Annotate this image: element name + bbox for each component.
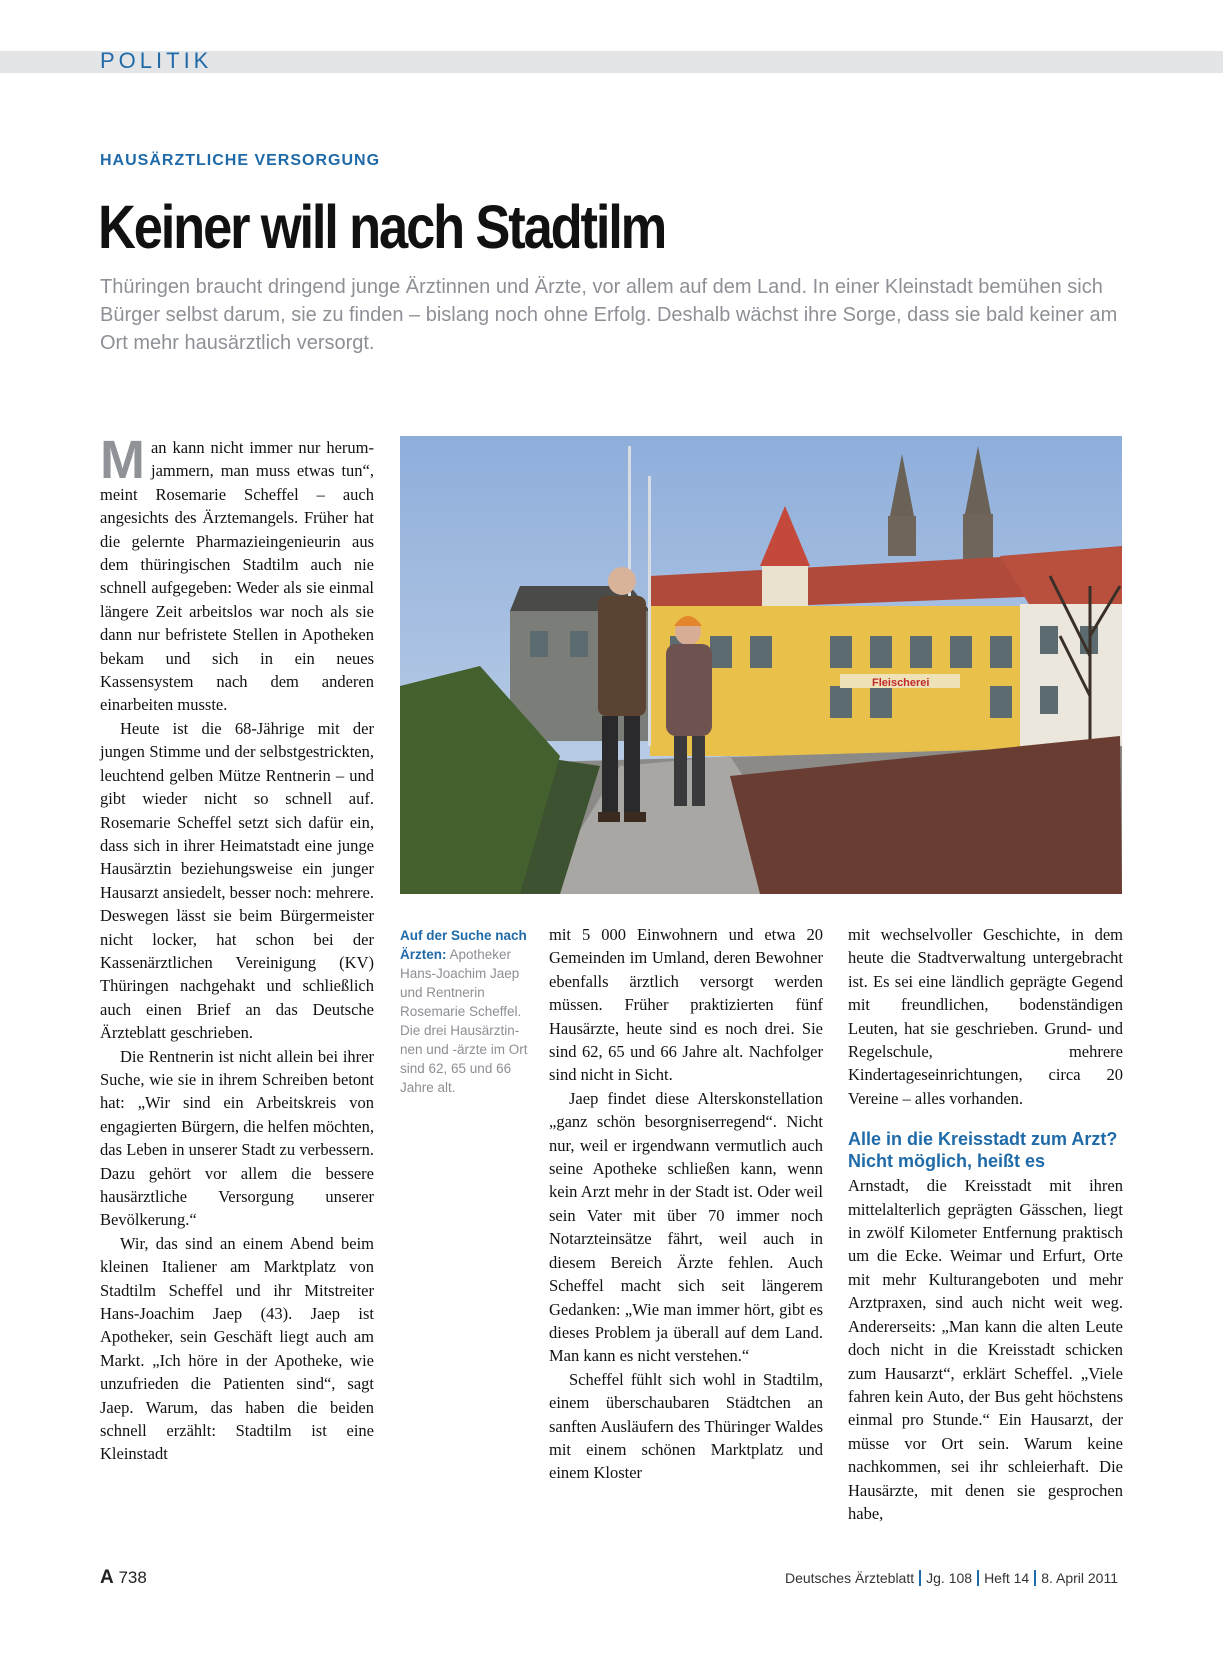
paragraph: Scheffel fühlt sich wohl in Stadtilm, einem überschaubaren Städtchen an sanften Ausläufern des Thüringer Waldes mit einem schönen Marktplatz und einem Kloster — [549, 1369, 823, 1483]
page-number — [100, 1567, 147, 1589]
paragraph: mit wechselvoller Geschichte, in dem heute die Stadtverwaltung untergebracht ist. Es sei eine ländlich geprägte Gegend mit freundlichen, bodenständigen Leuten, hat sie geschrieben. Grund- und Regelschule, mehrere Kindertageseinrichtungen, circa 20 Vereine – alles vorhanden. — [848, 925, 1123, 1108]
article-column-2 — [549, 923, 823, 1485]
footer-separator — [977, 1570, 979, 1586]
paragraph: Heute ist die 68-Jährige mit der jungen Stimme und der selbstgestrickten, leuchtend gelben Mütze Rentnerin – und gibt wieder nicht so schnell auf. Rosemarie Scheffel setzt sich dafür ein, dass sich in ihrer Heimatstadt eine junge Hausärztin beziehungsweise ein junger Hausarzt ansiedelt, besser noch: mehrere. Deswegen lässt sie beim Bürgermeister nicht locker, hat schon bei der Kassenärztlichen Vereinigung (KV) Thüringen nachgehakt und schließlich auch einen Brief an das Deutsche Ärzteblatt geschrieben. — [100, 718, 374, 1043]
paragraph: Wir, das sind an einem Abend beim kleinen Italiener am Marktplatz von Stadtilm Scheffel und ihr Mitstreiter Hans-Joachim Jaep (43). Jaep ist Apotheker, sein Geschäft liegt auch am Markt. „Ich höre in der Apotheke, wie unzufrieden die Patienten sind“, sagt Jaep. Warum, das haben die beiden schnell erzählt: Stadtilm ist eine Kleinstadt — [100, 1233, 374, 1464]
article-kicker: HAUSÄRZTLICHE VERSORGUNG — [100, 152, 381, 169]
footer-separator — [919, 1570, 921, 1586]
article-column-3 — [848, 923, 1123, 1525]
journal-issue: Heft 14 — [984, 1570, 1030, 1586]
journal-volume: Jg. 108 — [926, 1570, 973, 1586]
footer-separator — [1034, 1570, 1036, 1586]
paragraph-text: an kann nicht immer nur herumjammern, man muss etwas tun“, meint Rosemarie Scheffel – auch angesichts des Ärztemangels. Früher hat die gelernte Pharmazieingenieurin aus dem thüringischen Stadtilm auch nie schnell aufgegeben: Weder als sie einmal längere Zeit arbeitslos war noch als sie dann nur befristete Stellen in Apotheken bekam und sich in ein neues Kassensystem nach dem anderen einarbeiten musste. — [100, 438, 374, 715]
article-subheading: Alle in die Kreisstadt zum Arzt? Nicht möglich, heißt es — [848, 1129, 1118, 1172]
section-label: POLITIK — [100, 48, 213, 73]
article-column-1 — [100, 430, 374, 1466]
caption-text: Apotheker Hans-Joachim Jaep und Rentnerin Rosemarie Scheffel. Die drei Hausärztinnen und -ärzte im Ort sind 62, 65 und 66 Jahre alt. — [400, 947, 528, 1095]
journal-name: Deutsches Ärzteblatt — [784, 1570, 915, 1586]
paragraph — [100, 430, 374, 717]
paragraph: Die Rentnerin ist nicht allein bei ihrer Suche, wie sie in ihrem Schreiben betont hat: „Wir sind ein Arbeitskreis von engagierten Bürgern, die helfen möchten, das Leben in unserer Stadt zu verbessern. Dazu gehört vor allem die bessere hausärztliche Versorgung unserer Bevölkerung.“ — [100, 1046, 374, 1230]
paragraph: Arnstadt, die Kreisstadt mit ihren mittelalterlich geprägten Gässchen, liegt in zwölf Kilometer Entfernung praktisch um die Ecke. Weimar und Erfurt, Orte mit mehr Kulturangeboten und mehr Arztpraxen, sind auch nicht weit weg. Andererseits: „Man kann die alten Leute doch nicht in die Kreisstadt schicken zum Hausarzt“, erklärt Scheffel. „Viele fahren kein Auto, der Bus geht höchstens einmal pro Stunde.“ Ein Hausarzt, der müsse vor Ort sein. Warum keine nachkommen, sei ihr schleierhaft. Die Hausärzte, mit denen sie gesprochen habe, — [848, 1176, 1123, 1523]
paragraph: Jaep findet diese Alterskonstellation „ganz schön besorgniserregend“. Nicht nur, weil er irgendwann vermutlich auch seine Apotheke schließen kann, wenn kein Arzt mehr in der Stadt ist. Oder weil sein Vater mit über 70 immer noch Notarzteinsätze fährt, weil auch in diesem Bereich Ärzte fehlen. Auch Scheffel macht sich seit längerem Gedanken: „Wie man immer hört, gibt es dieses Problem ja überall auf dem Land. Man kann es nicht verstehen.“ — [549, 1088, 823, 1366]
page-prefix: A — [100, 1567, 114, 1588]
journal-date: 8. April 2011 — [1041, 1570, 1118, 1586]
photo-caption — [400, 926, 534, 1097]
journal-footer — [785, 1570, 1118, 1586]
page-number-value: 738 — [113, 1568, 147, 1587]
article-headline: Keiner will nach Stadtilm — [98, 193, 666, 261]
paragraph: mit 5 000 Einwohnern und etwa 20 Gemeinden im Umland, deren Bewohner ebenfalls ärztlich versorgt werden müssen. Früher praktizierten fünf Hausärzte, heute sind es noch drei. Sie sind 62, 65 und 66 Jahre alt. Nachfolger sind nicht in Sicht. — [549, 925, 823, 1085]
article-photo — [400, 436, 1122, 894]
shop-sign: Fleischerei — [872, 677, 930, 689]
article-lead: Thüringen braucht dringend junge Ärztinnen und Ärzte, vor allem auf dem Land. In einer Kleinstadt bemühen sich Bürger selbst darum, sie zu finden – bislang noch ohne Erfolg. Deshalb wächst ihre Sorge, dass sie bald keiner am Ort mehr hausärztlich versorgt. — [100, 276, 1118, 354]
caption-lead: Auf der Suche nach Ärzten: — [400, 928, 527, 962]
drop-cap: M — [100, 430, 145, 490]
